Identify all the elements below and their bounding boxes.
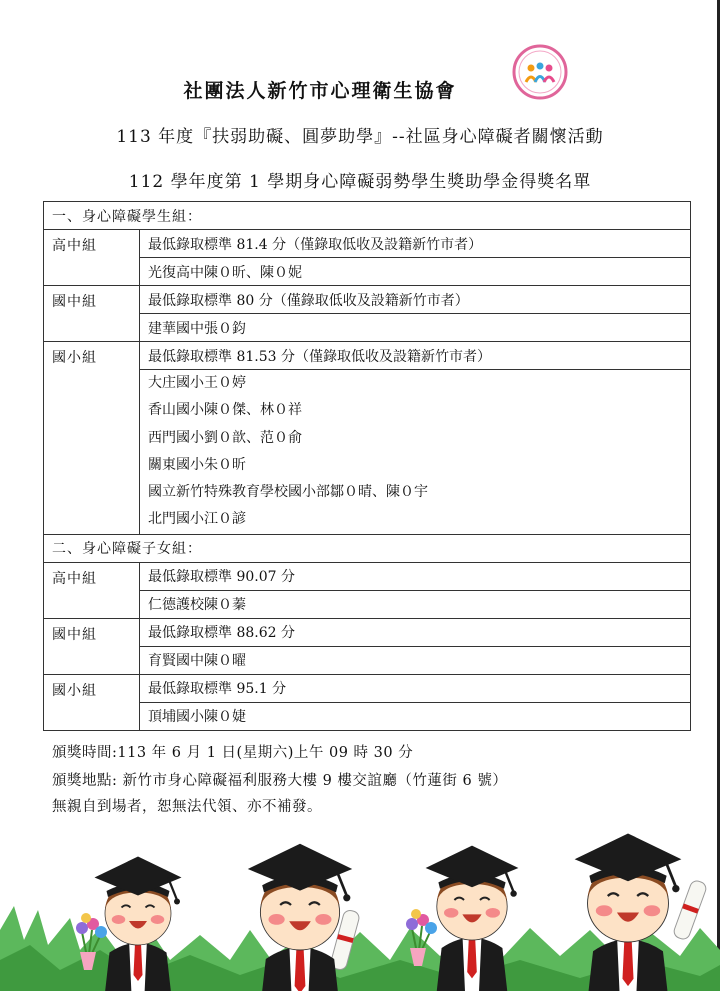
section-title: 二、身心障礙子女組：	[44, 534, 691, 562]
ceremony-time: 頒獎時間:113 年 6 月 1 日(星期六)上午 09 時 30 分	[52, 745, 414, 761]
winner-names: 建華國中張０鈞	[140, 314, 691, 342]
criteria-cell: 最低錄取標準 95.1 分	[140, 674, 691, 702]
winners-row	[44, 590, 691, 618]
event-title: 113 年度『扶弱助礙、圓夢助學』--社區身心障礙者關懷活動	[116, 127, 604, 147]
winners-row	[44, 258, 691, 286]
group-criteria-row	[44, 230, 691, 258]
group-label: 高中組	[44, 562, 140, 618]
winner-names: 關東國小朱０昕	[148, 456, 246, 473]
winners-row	[44, 314, 691, 342]
group-criteria-row	[44, 342, 691, 370]
group-criteria-row	[44, 618, 691, 646]
winner-names: 國立新竹特殊教育學校國小部鄒０晴、陳０宇	[148, 484, 428, 501]
winners-row	[44, 370, 691, 535]
group-label: 國小組	[44, 342, 140, 535]
winner-names: 頂埔國小陳０婕	[140, 702, 691, 730]
graduation-cartoon-icon	[0, 810, 720, 991]
criteria-cell: 最低錄取標準 88.62 分	[140, 618, 691, 646]
group-criteria-row	[44, 286, 691, 314]
criteria-cell: 最低錄取標準 90.07 分	[140, 562, 691, 590]
winner-names: 北門國小江０諺	[148, 511, 246, 528]
winner-names: 西門國小劉０歆、范０俞	[148, 429, 302, 446]
criteria-cell: 最低錄取標準 81.4 分（僅錄取低收及設籍新竹市者）	[140, 230, 691, 258]
winner-names: 光復高中陳０昕、陳０妮	[140, 258, 691, 286]
ceremony-place: 頒獎地點: 新竹市身心障礙福利服務大樓 9 樓交誼廳（竹蓮街 6 號）	[52, 773, 508, 789]
criteria-cell: 最低錄取標準 80 分（僅錄取低收及設籍新竹市者）	[140, 286, 691, 314]
winner-names: 育賢國中陳０曜	[140, 646, 691, 674]
group-criteria-row	[44, 562, 691, 590]
section-header-row	[44, 202, 691, 230]
section-header-row	[44, 534, 691, 562]
group-criteria-row	[44, 674, 691, 702]
winner-names: 香山國小陳０傑、林０祥	[148, 402, 302, 419]
group-label: 國中組	[44, 618, 140, 674]
criteria-cell: 最低錄取標準 81.53 分（僅錄取低收及設籍新竹市者）	[140, 342, 691, 370]
notice-text: 無親自到場者，恕無法代領、亦不補發。	[52, 799, 322, 815]
awards-table	[43, 201, 691, 731]
group-label: 國中組	[44, 286, 140, 342]
winners-row	[44, 702, 691, 730]
winners-row	[44, 646, 691, 674]
group-label: 高中組	[44, 230, 140, 286]
section-title: 一、身心障礙學生組：	[44, 202, 691, 230]
organization-title: 社團法人新竹市心理衛生協會	[183, 80, 457, 102]
list-title: 112 學年度第 1 學期身心障礙弱勢學生獎助學金得獎名單	[128, 172, 592, 192]
group-label: 國小組	[44, 674, 140, 730]
winner-list	[140, 370, 691, 535]
winner-names: 大庄國小王０婷	[148, 375, 246, 391]
winner-names: 仁德護校陳０蓁	[140, 590, 691, 618]
association-logo-icon	[512, 44, 568, 100]
